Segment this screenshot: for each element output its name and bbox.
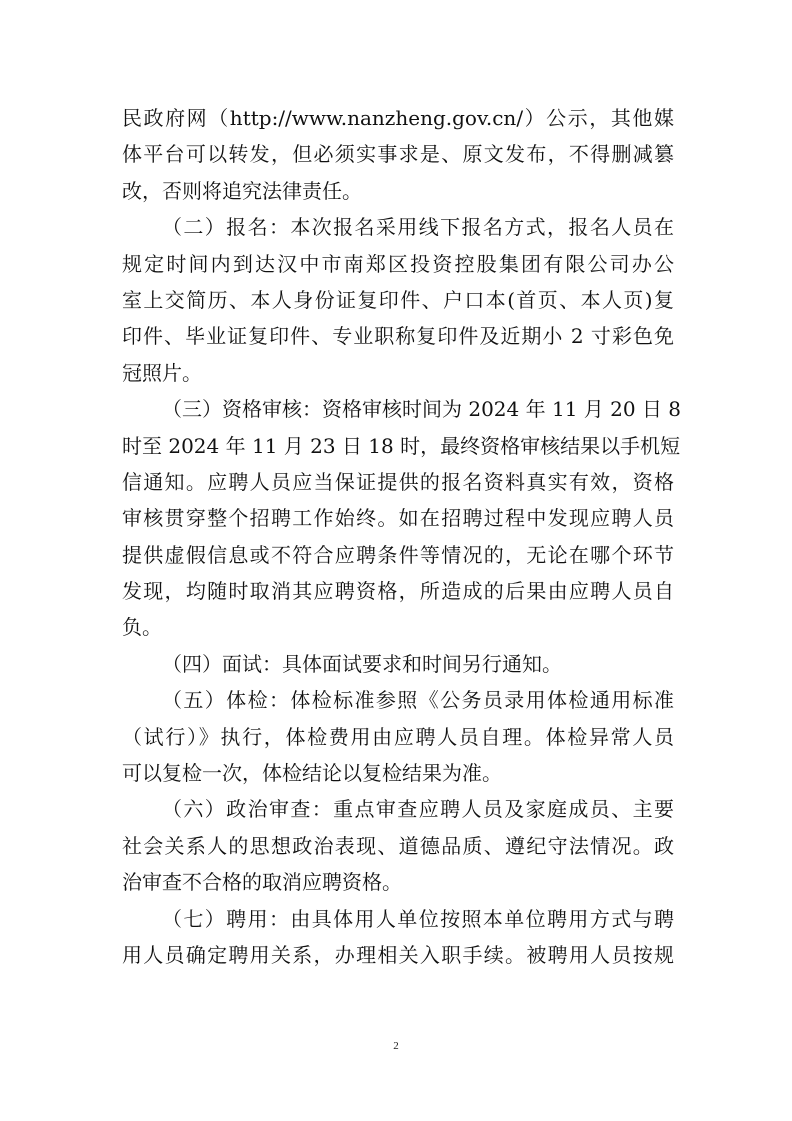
text-line: 体平台可以转发，但必须实事求是、原文发布，不得删减篡 xyxy=(122,142,674,167)
text-line: 冠照片。 xyxy=(122,360,202,385)
page-number: 2 xyxy=(393,1040,399,1052)
text-line: （三）资格审核：资格审核时间为 2024 年 11 月 20 日 8 xyxy=(162,397,682,422)
text-line: 用人员确定聘用关系，办理相关入职手续。被聘用人员按规 xyxy=(122,942,674,967)
text-line: 室上交简历、本人身份证复印件、户口本(首页、本人页)复 xyxy=(122,287,674,312)
text-line: （七）聘用：由具体用人单位按照本单位聘用方式与聘 xyxy=(162,906,674,931)
text-line: （四）面试：具体面试要求和时间另行通知。 xyxy=(162,651,562,676)
text-line: 时至 2024 年 11 月 23 日 18 时，最终资格审核结果以手机短 xyxy=(122,433,681,458)
text-line: （二）报名：本次报名采用线下报名方式，报名人员在 xyxy=(162,215,674,240)
text-line: 可以复检一次，体检结论以复检结果为准。 xyxy=(122,761,502,786)
text-line: 改，否则将追究法律责任。 xyxy=(122,178,362,203)
text-line: 提供虚假信息或不符合应聘条件等情况的，无论在哪个环节 xyxy=(122,542,674,567)
text-line: 信通知。应聘人员应当保证提供的报名资料真实有效，资格 xyxy=(122,469,674,494)
text-line: 民政府网（http://www.nanzheng.gov.cn/）公示，其他媒 xyxy=(122,106,674,130)
body-text xyxy=(122,100,682,973)
text-line: 社会关系人的思想政治表现、道德品质、遵纪守法情况。政 xyxy=(122,833,674,858)
text-line: 发现，均随时取消其应聘资格，所造成的后果由应聘人员自 xyxy=(122,579,674,604)
text-line: 规定时间内到达汉中市南郑区投资控股集团有限公司办公 xyxy=(122,251,674,276)
text-line: 治审查不合格的取消应聘资格。 xyxy=(122,870,402,895)
text-line: （试行）》执行，体检费用由应聘人员自理。体检异常人员 xyxy=(122,724,674,749)
text-line: （六）政治审查：重点审查应聘人员及家庭成员、主要 xyxy=(162,797,674,822)
text-line: （五）体检：体检标准参照《公务员录用体检通用标准 xyxy=(162,688,674,713)
text-line: 印件、毕业证复印件、专业职称复印件及近期小 2 寸彩色免 xyxy=(122,324,674,349)
text-line: 审核贯穿整个招聘工作始终。如在招聘过程中发现应聘人员 xyxy=(122,506,674,531)
text-line: 负。 xyxy=(122,615,162,640)
